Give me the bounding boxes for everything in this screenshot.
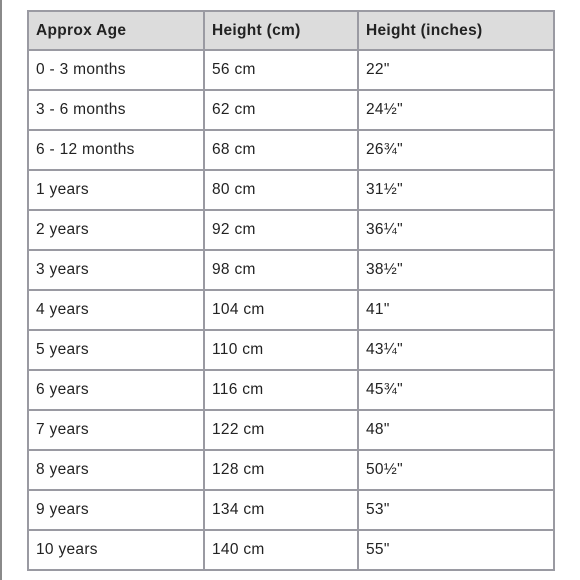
table-row xyxy=(28,290,554,330)
height-cm-cell: 92 cm xyxy=(204,210,358,250)
age-cell: 6 years xyxy=(28,370,204,410)
left-border-line xyxy=(0,0,2,580)
height-cm-cell: 128 cm xyxy=(204,450,358,490)
table-row xyxy=(28,330,554,370)
age-cell: 8 years xyxy=(28,450,204,490)
height-cm-cell: 122 cm xyxy=(204,410,358,450)
height-inches-cell: 36¼" xyxy=(358,210,554,250)
age-cell: 0 - 3 months xyxy=(28,50,204,90)
age-cell: 7 years xyxy=(28,410,204,450)
table-row xyxy=(28,250,554,290)
age-cell: 5 years xyxy=(28,330,204,370)
age-cell: 6 - 12 months xyxy=(28,130,204,170)
height-cm-cell: 62 cm xyxy=(204,90,358,130)
height-inches-cell: 41" xyxy=(358,290,554,330)
table-row xyxy=(28,130,554,170)
height-cm-cell: 134 cm xyxy=(204,490,358,530)
height-cm-cell: 140 cm xyxy=(204,530,358,570)
height-inches-cell: 55" xyxy=(358,530,554,570)
table-row xyxy=(28,90,554,130)
height-inches-cell: 26¾" xyxy=(358,130,554,170)
height-size-table xyxy=(27,10,555,571)
age-cell: 9 years xyxy=(28,490,204,530)
header-approx-age: Approx Age xyxy=(28,11,204,50)
height-inches-cell: 38½" xyxy=(358,250,554,290)
height-cm-cell: 98 cm xyxy=(204,250,358,290)
height-cm-cell: 56 cm xyxy=(204,50,358,90)
header-height-inches: Height (inches) xyxy=(358,11,554,50)
height-inches-cell: 24½" xyxy=(358,90,554,130)
table-row xyxy=(28,410,554,450)
table-row xyxy=(28,530,554,570)
age-cell: 1 years xyxy=(28,170,204,210)
height-cm-cell: 104 cm xyxy=(204,290,358,330)
table-header-row xyxy=(28,11,554,50)
age-cell: 3 - 6 months xyxy=(28,90,204,130)
age-cell: 2 years xyxy=(28,210,204,250)
table-row xyxy=(28,210,554,250)
header-height-cm: Height (cm) xyxy=(204,11,358,50)
height-cm-cell: 68 cm xyxy=(204,130,358,170)
height-inches-cell: 53" xyxy=(358,490,554,530)
height-inches-cell: 43¼" xyxy=(358,330,554,370)
height-inches-cell: 45¾" xyxy=(358,370,554,410)
table-row xyxy=(28,50,554,90)
table-row xyxy=(28,370,554,410)
age-cell: 3 years xyxy=(28,250,204,290)
table-row xyxy=(28,490,554,530)
height-inches-cell: 48" xyxy=(358,410,554,450)
table-row xyxy=(28,450,554,490)
age-cell: 10 years xyxy=(28,530,204,570)
height-cm-cell: 110 cm xyxy=(204,330,358,370)
height-cm-cell: 80 cm xyxy=(204,170,358,210)
age-cell: 4 years xyxy=(28,290,204,330)
height-inches-cell: 31½" xyxy=(358,170,554,210)
table-row xyxy=(28,170,554,210)
height-inches-cell: 50½" xyxy=(358,450,554,490)
height-cm-cell: 116 cm xyxy=(204,370,358,410)
height-inches-cell: 22" xyxy=(358,50,554,90)
